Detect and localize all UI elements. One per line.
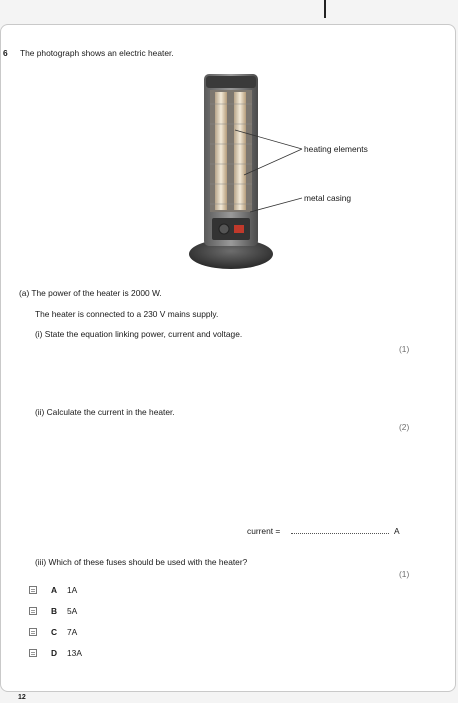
question-intro: The photograph shows an electric heater. [20, 48, 174, 58]
page-edge-mark [324, 0, 326, 18]
option-a-checkbox[interactable] [29, 586, 37, 594]
option-d-letter: D [51, 648, 58, 658]
label-heating-elements: heating elements [304, 144, 368, 154]
option-b-text: 5A [67, 606, 78, 616]
option-c-checkbox[interactable] [29, 628, 37, 636]
question-number: 6 [3, 48, 8, 58]
option-a-text: 1A [67, 585, 78, 595]
part-ii-text: (ii) Calculate the current in the heater. [35, 407, 175, 417]
answer-line[interactable] [291, 533, 389, 534]
part-i-text: (i) State the equation linking power, current and voltage. [35, 329, 243, 339]
answer-label: current = [247, 526, 281, 536]
option-b-letter: B [51, 606, 58, 616]
answer-unit: A [394, 526, 400, 536]
part-a-stem: (a) The power of the heater is 2000 W. [19, 288, 162, 298]
option-d-checkbox[interactable] [29, 649, 37, 657]
option-d-text: 13A [67, 648, 82, 658]
option-c-letter: C [51, 627, 58, 637]
option-b-checkbox[interactable] [29, 607, 37, 615]
heater-photo [186, 74, 276, 274]
part-i-marks: (1) [399, 344, 410, 354]
part-iii-marks: (1) [399, 569, 410, 579]
page-number: 12 [18, 694, 26, 701]
part-ii-marks: (2) [399, 422, 410, 432]
supply-text: The heater is connected to a 230 V mains supply. [35, 309, 219, 319]
label-metal-casing: metal casing [304, 193, 352, 203]
option-a-letter: A [51, 585, 58, 595]
part-iii-text: (iii) Which of these fuses should be used with the heater? [35, 557, 248, 567]
option-c-text: 7A [67, 627, 78, 637]
